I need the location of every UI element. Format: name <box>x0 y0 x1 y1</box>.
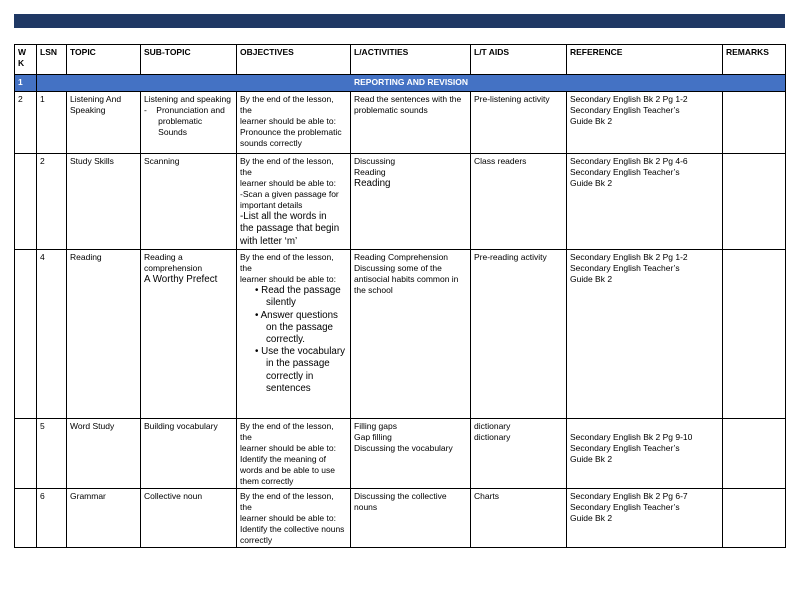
table-header <box>15 45 786 75</box>
cell-line: Class readers <box>474 156 527 166</box>
remarks-cell <box>723 92 786 154</box>
activities-cell <box>351 154 471 250</box>
cell-line: Reading a <box>144 251 183 262</box>
cell-line: problematic sounds <box>354 105 428 116</box>
reference-cell <box>567 249 723 418</box>
objectives-cell <box>237 418 351 488</box>
cell-line: Scanning <box>144 156 180 166</box>
column-header-remarks: REMARKS <box>723 45 786 75</box>
cell-line: Pronounce the problematic <box>240 127 342 138</box>
cell-line: Read the sentences with the <box>354 94 462 104</box>
column-header-l-t-aids: L/T AIDS <box>471 45 567 75</box>
topic-cell <box>67 418 141 488</box>
table-row <box>15 92 786 154</box>
aids-cell <box>471 489 567 548</box>
activities-cell <box>351 92 471 154</box>
week-cell: 2 <box>15 92 37 154</box>
aids-cell <box>471 418 567 488</box>
cell-line: Listening and speaking <box>144 94 231 104</box>
cell-line: Listening And <box>70 94 122 104</box>
aids-cell <box>471 154 567 250</box>
column-header-sub-topic: SUB-TOPIC <box>141 45 237 75</box>
cell-line: learner should be able to: <box>240 178 336 189</box>
cell-line: Discussing the vocabulary <box>354 443 453 454</box>
topic-cell <box>67 92 141 154</box>
cell-line: • Answer questions on the passage correctly. <box>255 309 341 346</box>
cell-line: By the end of the lesson, the <box>240 94 336 116</box>
column-header-topic: TOPIC <box>67 45 141 75</box>
cell-line: - Pronunciation and <box>144 105 225 116</box>
cell-line: the passage that begin <box>240 223 340 235</box>
column-header-objectives: OBJECTIVES <box>237 45 351 75</box>
cell-line: -List all the words in <box>240 211 327 223</box>
cell-line <box>570 421 719 432</box>
cell-line: Building vocabulary <box>144 420 218 431</box>
cell-line: Secondary English Teacher’s <box>570 502 680 513</box>
cell-line: Secondary English Bk 2 Pg 1-2 <box>570 251 688 262</box>
column-header-lsn: LSN <box>37 45 67 75</box>
cell-line: Secondary English Bk 2 Pg 1-2 <box>570 94 688 104</box>
cell-line: Guide Bk 2 <box>570 116 613 127</box>
cell-line: the school <box>354 285 393 296</box>
cell-line: Guide Bk 2 <box>570 454 613 465</box>
cell-line: Identify the collective nouns <box>240 524 345 535</box>
cell-line: Secondary English Teacher’s <box>570 167 680 178</box>
week-cell <box>15 489 37 548</box>
cell-line: Discussing <box>354 156 396 166</box>
cell-line: Identify the meaning of <box>240 454 327 465</box>
cell-line: learner should be able to: <box>240 274 336 285</box>
week-cell <box>15 418 37 488</box>
cell-line: Filling gaps <box>354 420 397 431</box>
table-row <box>15 489 786 548</box>
remarks-cell <box>723 154 786 250</box>
cell-line: Gap filling <box>354 431 392 442</box>
cell-line: Charts <box>474 491 500 502</box>
cell-line: -Scan a given passage for <box>240 189 339 200</box>
reference-cell <box>567 154 723 250</box>
cell-line: Guide Bk 2 <box>570 513 613 524</box>
cell-line: By the end of the lesson, the <box>240 420 336 442</box>
aids-cell <box>471 249 567 418</box>
aids-cell <box>471 92 567 154</box>
cell-line: correctly <box>240 535 273 546</box>
topic-cell <box>67 154 141 250</box>
cell-line: learner should be able to: <box>240 513 336 524</box>
cell-line: • Use the vocabulary in the passage correctly in sentences <box>255 346 348 394</box>
cell-line: Secondary English Teacher’s <box>570 105 680 116</box>
cell-line: Discussing some of the <box>354 262 442 273</box>
objectives-cell <box>237 154 351 250</box>
cell-line: dictionary <box>474 420 511 431</box>
cell-line: Pre-listening activity <box>474 94 550 104</box>
cell-line: nouns <box>354 502 378 513</box>
activities-cell <box>351 418 471 488</box>
cell-line: important details <box>240 200 303 211</box>
banner-week-cell: 1 <box>15 75 37 92</box>
cell-line: Reading <box>354 167 386 178</box>
cell-line: Secondary English Teacher’s <box>570 443 680 454</box>
table-row <box>15 418 786 488</box>
banner-label-cell: REPORTING AND REVISION <box>37 75 786 92</box>
cell-line: learner should be able to: <box>240 116 336 127</box>
lesson-cell: 2 <box>37 154 67 250</box>
cell-line: Secondary English Bk 2 Pg 4-6 <box>570 156 688 166</box>
cell-line: them correctly <box>240 476 294 487</box>
lesson-cell: 6 <box>37 489 67 548</box>
subtopic-cell <box>141 249 237 418</box>
cell-line: A Worthy Prefect <box>144 274 218 286</box>
lesson-cell: 4 <box>37 249 67 418</box>
cell-line: Secondary English Bk 2 Pg 6-7 <box>570 491 688 502</box>
cell-line: words and be able to use <box>240 465 335 476</box>
topic-cell <box>67 489 141 548</box>
objectives-cell <box>237 249 351 418</box>
cell-line: Collective noun <box>144 491 203 502</box>
cell-line: comprehension <box>144 262 203 273</box>
scheme-of-work-table <box>14 44 786 548</box>
cell-line: By the end of the lesson, the <box>240 251 336 273</box>
lesson-cell: 5 <box>37 418 67 488</box>
reference-cell <box>567 418 723 488</box>
cell-line: By the end of the lesson, the <box>240 491 336 513</box>
cell-line: Guide Bk 2 <box>570 178 613 189</box>
cell-line: Grammar <box>70 491 106 502</box>
cell-line: Guide Bk 2 <box>570 274 613 285</box>
remarks-cell <box>723 418 786 488</box>
reference-cell <box>567 92 723 154</box>
cell-line: learner should be able to: <box>240 443 336 454</box>
topic-cell <box>67 249 141 418</box>
cell-line: Word Study <box>70 420 115 431</box>
cell-line: problematic <box>144 116 203 127</box>
subtopic-cell <box>141 154 237 250</box>
cell-line: Reading <box>70 251 102 262</box>
week-cell <box>15 249 37 418</box>
cell-line: Reading <box>354 178 391 190</box>
activities-cell <box>351 489 471 548</box>
cell-line: Secondary English Teacher’s <box>570 262 680 273</box>
cell-line: with letter ‘m’ <box>240 235 298 247</box>
subtopic-cell <box>141 489 237 548</box>
table-row <box>15 154 786 250</box>
cell-line: Study Skills <box>70 156 114 166</box>
table-row <box>15 249 786 418</box>
cell-line: sounds correctly <box>240 138 302 149</box>
banner-row <box>15 75 786 92</box>
column-header-reference: REFERENCE <box>567 45 723 75</box>
reference-cell <box>567 489 723 548</box>
objectives-cell <box>237 92 351 154</box>
subtopic-cell <box>141 418 237 488</box>
remarks-cell <box>723 249 786 418</box>
table-header-row <box>15 45 786 75</box>
lesson-cell: 1 <box>37 92 67 154</box>
objectives-cell <box>237 489 351 548</box>
week-cell <box>15 154 37 250</box>
subtopic-cell <box>141 92 237 154</box>
top-banner-bar <box>14 14 785 28</box>
activities-cell <box>351 249 471 418</box>
cell-line: Speaking <box>70 105 106 116</box>
remarks-cell <box>723 489 786 548</box>
cell-line: Pre-reading activity <box>474 251 547 262</box>
cell-line: Sounds <box>144 127 188 138</box>
cell-line: • Read the passage silently <box>255 285 344 309</box>
cell-line: antisocial habits common in <box>354 274 459 285</box>
cell-line: Reading Comprehension <box>354 251 449 262</box>
cell-line: dictionary <box>474 431 511 442</box>
column-header-l-activities: L/ACTIVITIES <box>351 45 471 75</box>
column-header-w-k: W K <box>15 45 37 75</box>
table-body <box>15 75 786 548</box>
cell-line: By the end of the lesson, the <box>240 156 336 178</box>
cell-line: Discussing the collective <box>354 491 447 502</box>
cell-line: Secondary English Bk 2 Pg 9-10 <box>570 431 693 442</box>
